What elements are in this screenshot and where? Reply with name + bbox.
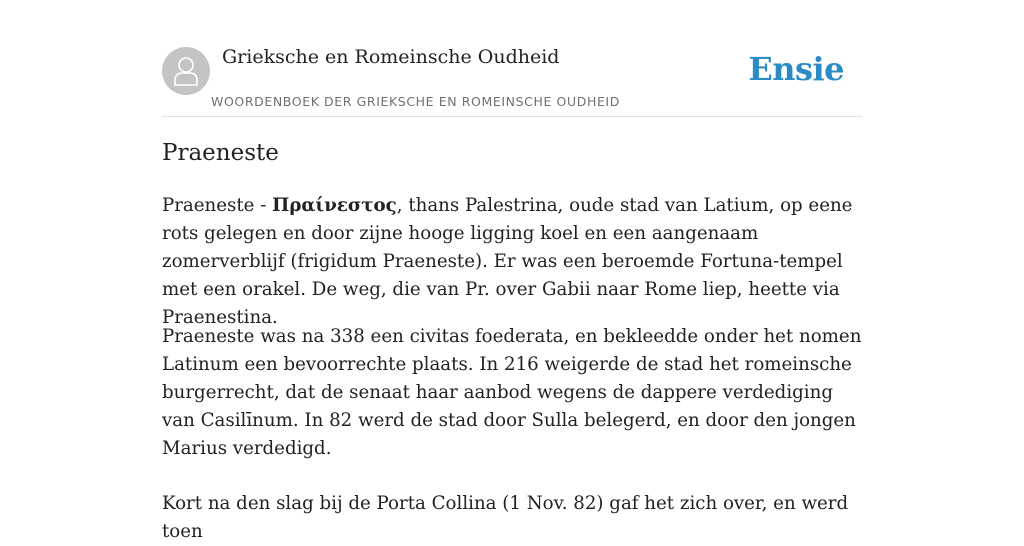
p1-start: Praeneste - bbox=[162, 195, 273, 216]
header bbox=[162, 0, 862, 117]
book-title[interactable]: Grieksche en Romeinsche Oudheid bbox=[222, 46, 560, 68]
entry-title: Praeneste bbox=[162, 140, 279, 166]
entry-paragraph-1 bbox=[162, 192, 862, 332]
user-icon bbox=[173, 56, 199, 86]
entry-paragraph-3: Kort na den slag bij de Porta Collina (1 Nov. 82) gaf het zich over, en werd toen bbox=[162, 493, 849, 542]
author-avatar[interactable] bbox=[162, 47, 210, 95]
greek-term: Πραίνεστος bbox=[272, 195, 397, 216]
book-subtitle: WOORDENBOEK DER GRIEKSCHE EN ROMEINSCHE OUDHEID bbox=[211, 94, 620, 109]
page-container bbox=[162, 0, 862, 542]
entry-paragraph-2: Praeneste was na 338 een civitas foederata, en bekleedde onder het nomen Latinum een bevoorrechte plaats. In 216 weigerde de stad het romeinsche burgerrecht, dat de senaat haar aanbod wegens de dappere verdediging van Casilīnum. In 82 werd de stad door Sulla belegerd, en door den jongen Marius verdedigd. bbox=[162, 326, 862, 459]
ensie-logo[interactable]: Ensie bbox=[748, 50, 844, 88]
p1-rest: , thans Palestrina, oude stad van Latium, op eene rots gelegen en door zijne hooge ligging koel en een aangenaam zomerverblijf (frigidum Praeneste). Er was een beroemde Fortuna-tempel met een orakel. De weg, die van Pr. over Gabii naar Rome liep, heette via Praenestina. bbox=[162, 195, 853, 328]
